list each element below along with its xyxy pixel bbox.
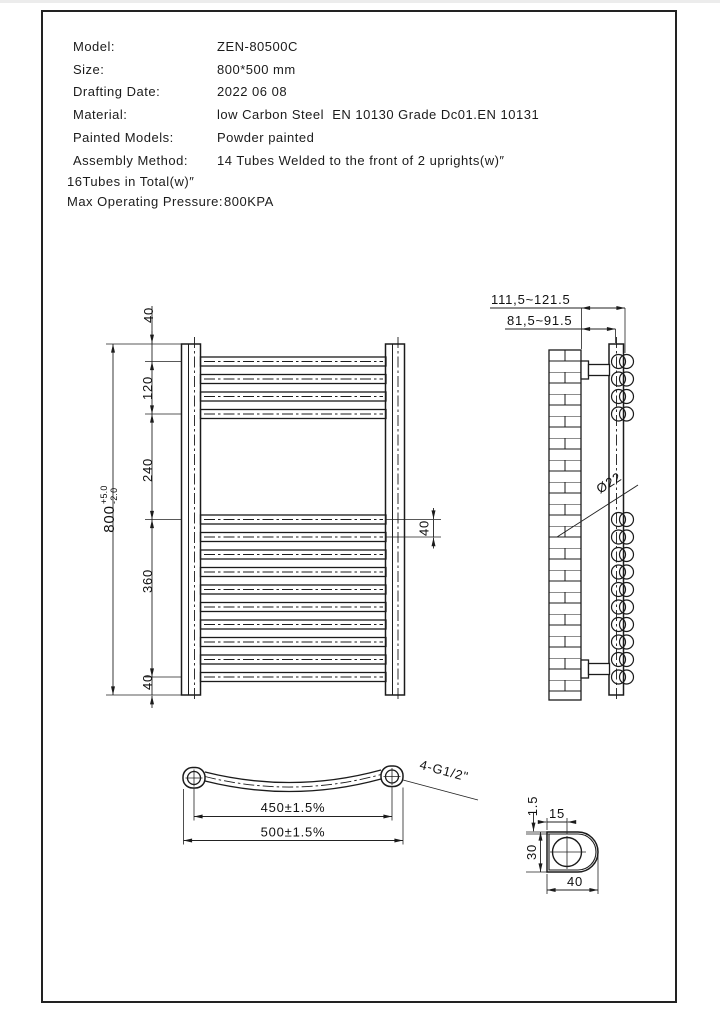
dim-middle-gap: 240 (140, 457, 155, 483)
left-end-fitting (183, 768, 205, 789)
tube-section (612, 670, 634, 684)
tube-section (612, 635, 634, 649)
tube (201, 673, 387, 682)
dim-top-spacing: 40 (141, 306, 156, 324)
dim-hole-offset: 15 (548, 806, 566, 821)
front-view (99, 306, 441, 708)
tube (201, 655, 387, 664)
dim-group-top: 120 (140, 375, 155, 401)
tube (201, 357, 387, 366)
bottom-dimensions (184, 757, 479, 845)
tube (201, 533, 387, 542)
tube (201, 638, 387, 647)
wall-bracket-bottom (581, 660, 610, 678)
tube (201, 515, 387, 524)
pressure-label: Max Operating Pressure: (67, 194, 224, 209)
tube-section (612, 355, 634, 369)
rail-tubes (201, 357, 387, 682)
dim-bracket-max: 111,5~121.5 (491, 292, 571, 307)
tube-section (612, 583, 634, 597)
dim-profile-width: 40 (566, 874, 584, 889)
tube-section (612, 653, 634, 667)
tube (201, 410, 387, 419)
detail-dimensions (524, 796, 598, 894)
spec-label: Model: (73, 39, 116, 54)
spec-value: 2022 06 08 (217, 84, 288, 99)
tube (201, 392, 387, 401)
tube-section (612, 530, 634, 544)
spec-label: Painted Models: (73, 130, 174, 145)
spec-note: 16Tubes in Total(w)″ (67, 174, 195, 189)
side-view (490, 292, 638, 701)
spec-value: 800*500 mm (217, 62, 296, 77)
tube-section (612, 513, 634, 527)
tube-section (612, 548, 634, 562)
tube-section (612, 372, 634, 386)
dim-group-bottom: 360 (140, 568, 155, 594)
dim-wall-thickness: 1.5 (525, 795, 540, 817)
spec-value: 14 Tubes Welded to the front of 2 uprights(w)″ (217, 153, 505, 168)
dim-tube-pitch: 40 (416, 519, 432, 537)
pressure-value: 800KPA (224, 194, 274, 209)
spec-label: Material: (73, 107, 128, 122)
spec-label: Assembly Method: (73, 153, 188, 168)
dim-overall-width: 500±1.5% (260, 824, 326, 840)
dim-tol-minus: -2.0 (109, 487, 119, 504)
tube-section (612, 565, 634, 579)
tube-section (612, 600, 634, 614)
left-upright (182, 337, 201, 701)
dim-bracket-min: 81,5~91.5 (507, 313, 573, 328)
tube (201, 550, 387, 559)
wall-bracket-top (581, 361, 610, 379)
dim-overall-height-group (99, 485, 119, 532)
right-end-fitting (381, 766, 403, 787)
tube-section (612, 407, 634, 421)
dim-tube-diameter: Ø22 (593, 469, 625, 497)
dim-tol-plus: +5.0 (99, 485, 109, 504)
bottom-view (183, 757, 478, 845)
spec-value: low Carbon Steel EN 10130 Grade Dc01.EN 10131 (217, 107, 540, 122)
dim-tube-centres: 450±1.5% (260, 800, 326, 815)
dim-profile-depth: 30 (524, 843, 539, 861)
curved-tube-plan (205, 770, 381, 792)
right-upright (386, 337, 405, 701)
tube (201, 620, 387, 629)
tube (201, 375, 387, 384)
tube-sections (612, 355, 634, 685)
spec-value: Powder painted (217, 130, 315, 145)
spec-value: ZEN-80500C (217, 39, 298, 54)
detail-view (524, 796, 598, 894)
spec-label: Size: (73, 62, 105, 77)
tube (201, 603, 387, 612)
spec-label: Drafting Date: (73, 84, 161, 99)
dim-overall-height: 800 (101, 505, 118, 533)
tube-section (612, 618, 634, 632)
tube-section (612, 390, 634, 404)
dim-bottom-spacing: 40 (140, 673, 155, 691)
tube (201, 585, 387, 594)
tube (201, 568, 387, 577)
dim-connections: 4-G1/2" (418, 756, 471, 785)
